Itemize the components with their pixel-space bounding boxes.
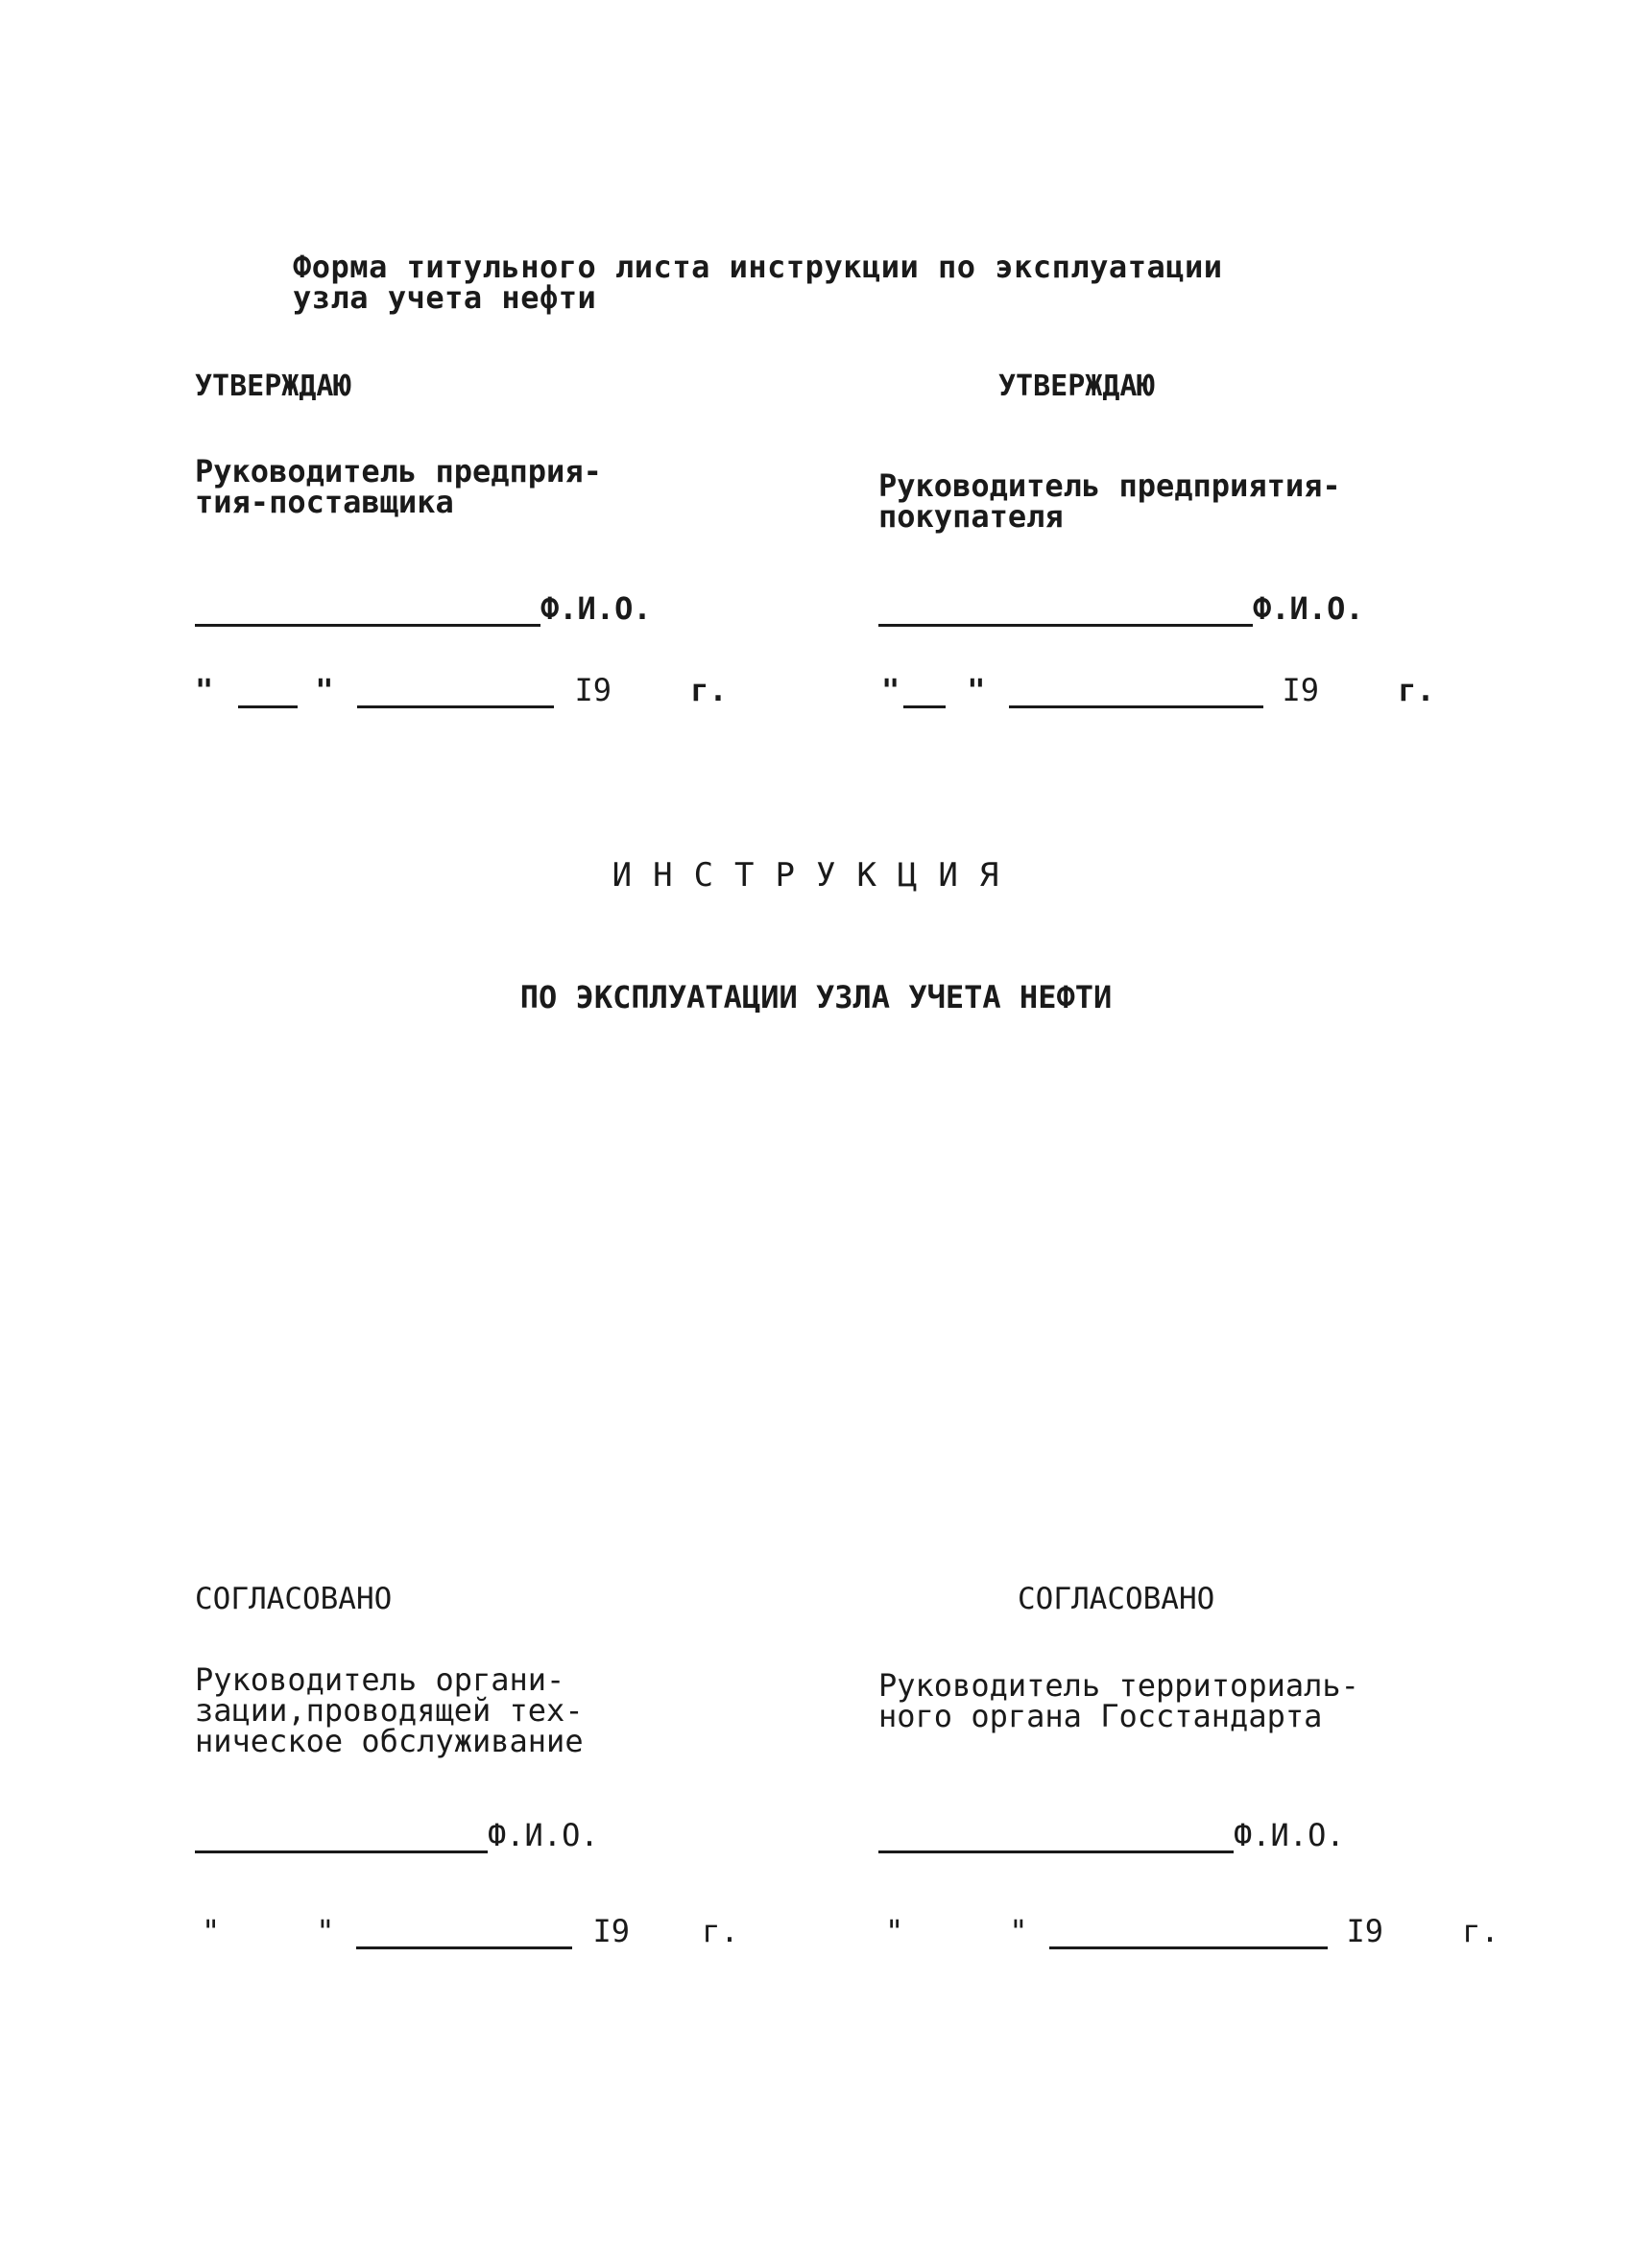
agree-right-quote-open: ": [885, 1913, 904, 1949]
agree-right-block: [1018, 1582, 1613, 1616]
agree-left-role-line-3: ническое обслуживание: [195, 1723, 584, 1759]
approve-right-role-line-1: Руководитель предприятия-: [878, 467, 1341, 504]
approve-right-role-line-2: покупателя: [878, 498, 1064, 535]
approve-left-date-line: [195, 672, 728, 708]
approve-left-quote-close: ": [315, 672, 334, 708]
agree-left-role: [195, 1661, 732, 1759]
agree-left-year-suffix: г.: [702, 1913, 739, 1949]
agree-right-role: [878, 1667, 1550, 1734]
agree-left-stamp: СОГЛАСОВАНО: [195, 1582, 393, 1616]
agree-right-fio: Ф.И.О.: [1234, 1817, 1345, 1853]
agree-right-signature-blank: [878, 1822, 1234, 1853]
agree-left-role-line-2: зации,проводящей тех-: [195, 1692, 584, 1729]
approve-left-day-blank: [238, 677, 298, 708]
approve-left-fio: Ф.И.О.: [540, 590, 652, 627]
agree-right-month-blank: [1049, 1918, 1328, 1949]
agree-right-year: I9: [1346, 1913, 1384, 1949]
form-heading-line-1: Форма титульного листа инструкции по эксплуатации: [293, 249, 1223, 285]
agree-left-signature-blank: [195, 1822, 488, 1853]
agree-right-role-line-2: ного органа Госстандарта: [878, 1698, 1323, 1734]
approve-right-stamp: УТВЕРЖДАЮ: [998, 370, 1155, 403]
approve-left-signature-line: [195, 590, 652, 627]
agree-left-fio: Ф.И.О.: [488, 1817, 599, 1853]
agree-right-stamp: СОГЛАСОВАНО: [1018, 1582, 1215, 1616]
approve-right-quote-close: ": [967, 672, 986, 708]
agree-right-date-line: [885, 1913, 1500, 1949]
agree-left-role-line-1: Руководитель органи-: [195, 1661, 565, 1698]
agree-right-quote-close: ": [1009, 1913, 1028, 1949]
approve-right-role: [878, 467, 1493, 535]
approve-left-year-suffix: г.: [690, 672, 728, 708]
agree-left-quote-open: ": [202, 1913, 221, 1949]
approve-left-quote-open: ": [195, 672, 214, 708]
agree-left-signature-line: [195, 1817, 599, 1853]
approve-right-fio: Ф.И.О.: [1253, 590, 1364, 627]
form-heading-line-2: узла учета нефти: [293, 279, 597, 316]
approve-left-month-blank: [357, 677, 554, 708]
approve-left-block: [195, 370, 732, 520]
agree-left-block: [195, 1582, 732, 1759]
approve-left-stamp: УТВЕРЖДАЮ: [195, 370, 351, 403]
agree-left-date-line: [202, 1913, 739, 1949]
approve-left-role-line-2: тия-поставщика: [195, 484, 454, 520]
approve-right-signature-line: [878, 590, 1364, 627]
agree-left-quote-close: ": [316, 1913, 335, 1949]
agree-right-signature-line: [878, 1817, 1345, 1853]
document-title: ИНСТРУКЦИЯ: [612, 856, 1020, 895]
approve-left-role-line-1: Руководитель предприя-: [195, 453, 602, 489]
approve-right-day-blank: [903, 677, 946, 708]
agree-left-year: I9: [592, 1913, 631, 1949]
approve-right-role-block: [878, 467, 1493, 535]
agree-left-month-blank: [356, 1918, 572, 1949]
approve-left-role: [195, 453, 732, 520]
approve-right-block: [998, 370, 1613, 403]
approve-left-signature-blank: [195, 595, 540, 627]
form-heading: [293, 249, 1223, 316]
agree-right-role-block: [878, 1667, 1550, 1734]
approve-right-quote-open: ": [881, 672, 900, 708]
approve-right-month-blank: [1009, 677, 1263, 708]
approve-right-year: I9: [1282, 672, 1320, 708]
approve-right-year-suffix: г.: [1398, 672, 1435, 708]
approve-right-date-line: [881, 672, 1435, 708]
agree-right-role-line-1: Руководитель территориаль-: [878, 1667, 1359, 1704]
document-subtitle: ПО ЭКСПЛУАТАЦИИ УЗЛА УЧЕТА НЕФТИ: [519, 979, 1113, 1015]
agree-right-year-suffix: г.: [1462, 1913, 1500, 1949]
approve-right-signature-blank: [878, 595, 1253, 627]
approve-left-year: I9: [574, 672, 612, 708]
